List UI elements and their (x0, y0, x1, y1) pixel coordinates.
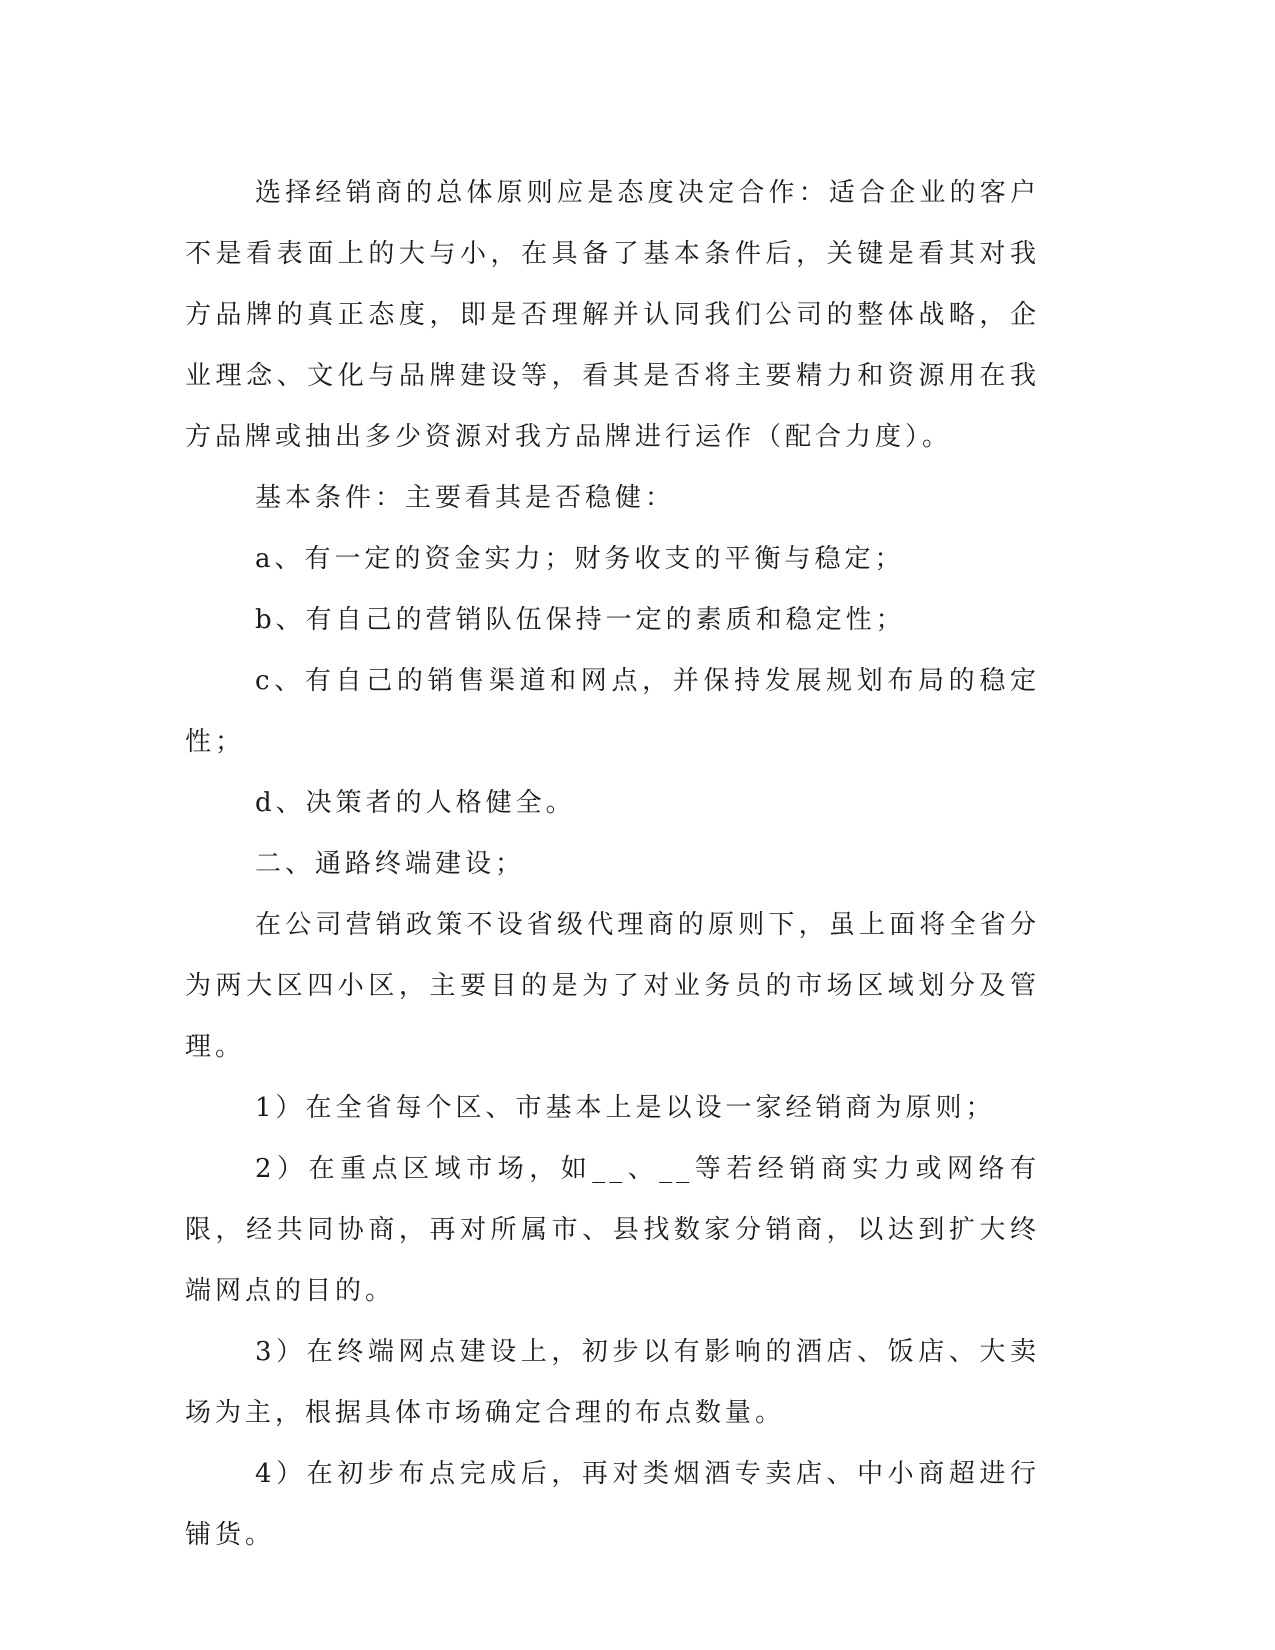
section-heading-channel: 二、通路终端建设； (255, 849, 526, 879)
list-item-2: 2）在重点区域市场，如__、__等若经销商实力或网络有限，经共同协商，再对所属市、县找数家分销商，以达到扩大终端网点的目的。 (185, 1154, 1040, 1306)
paragraph-principle: 选择经销商的总体原则应是态度决定合作：适合企业的客户不是看表面上的大与小，在具备了基本条件后，关键是看其对我方品牌的真正态度，即是否理解并认同我们公司的整体战略，企业理念、文化与品牌建设等，看其是否将主要精力和资源用在我方品牌或抽出多少资源对我方品牌进行运作（配合力度）。 (185, 178, 1040, 452)
paragraph-basic-conditions: 基本条件：主要看其是否稳健： (255, 483, 676, 513)
document-body (185, 163, 1040, 1566)
list-item-c: c、有自己的销售渠道和网点，并保持发展规划布局的稳定性； (185, 666, 1040, 757)
list-item-4: 4）在初步布点完成后，再对类烟酒专卖店、中小商超进行铺货。 (185, 1459, 1040, 1550)
list-item-b: b、有自己的营销队伍保持一定的素质和稳定性； (255, 605, 906, 635)
list-item-1: 1）在全省每个区、市基本上是以设一家经销商为原则； (255, 1093, 996, 1123)
list-item-a: a、有一定的资金实力；财务收支的平衡与稳定； (255, 544, 905, 574)
list-item-d: d、决策者的人格健全。 (255, 788, 576, 818)
paragraph-policy: 在公司营销政策不设省级代理商的原则下，虽上面将全省分为两大区四小区，主要目的是为了对业务员的市场区域划分及管理。 (185, 910, 1040, 1062)
list-item-3: 3）在终端网点建设上，初步以有影响的酒店、饭店、大卖场为主，根据具体市场确定合理的布点数量。 (185, 1337, 1040, 1428)
